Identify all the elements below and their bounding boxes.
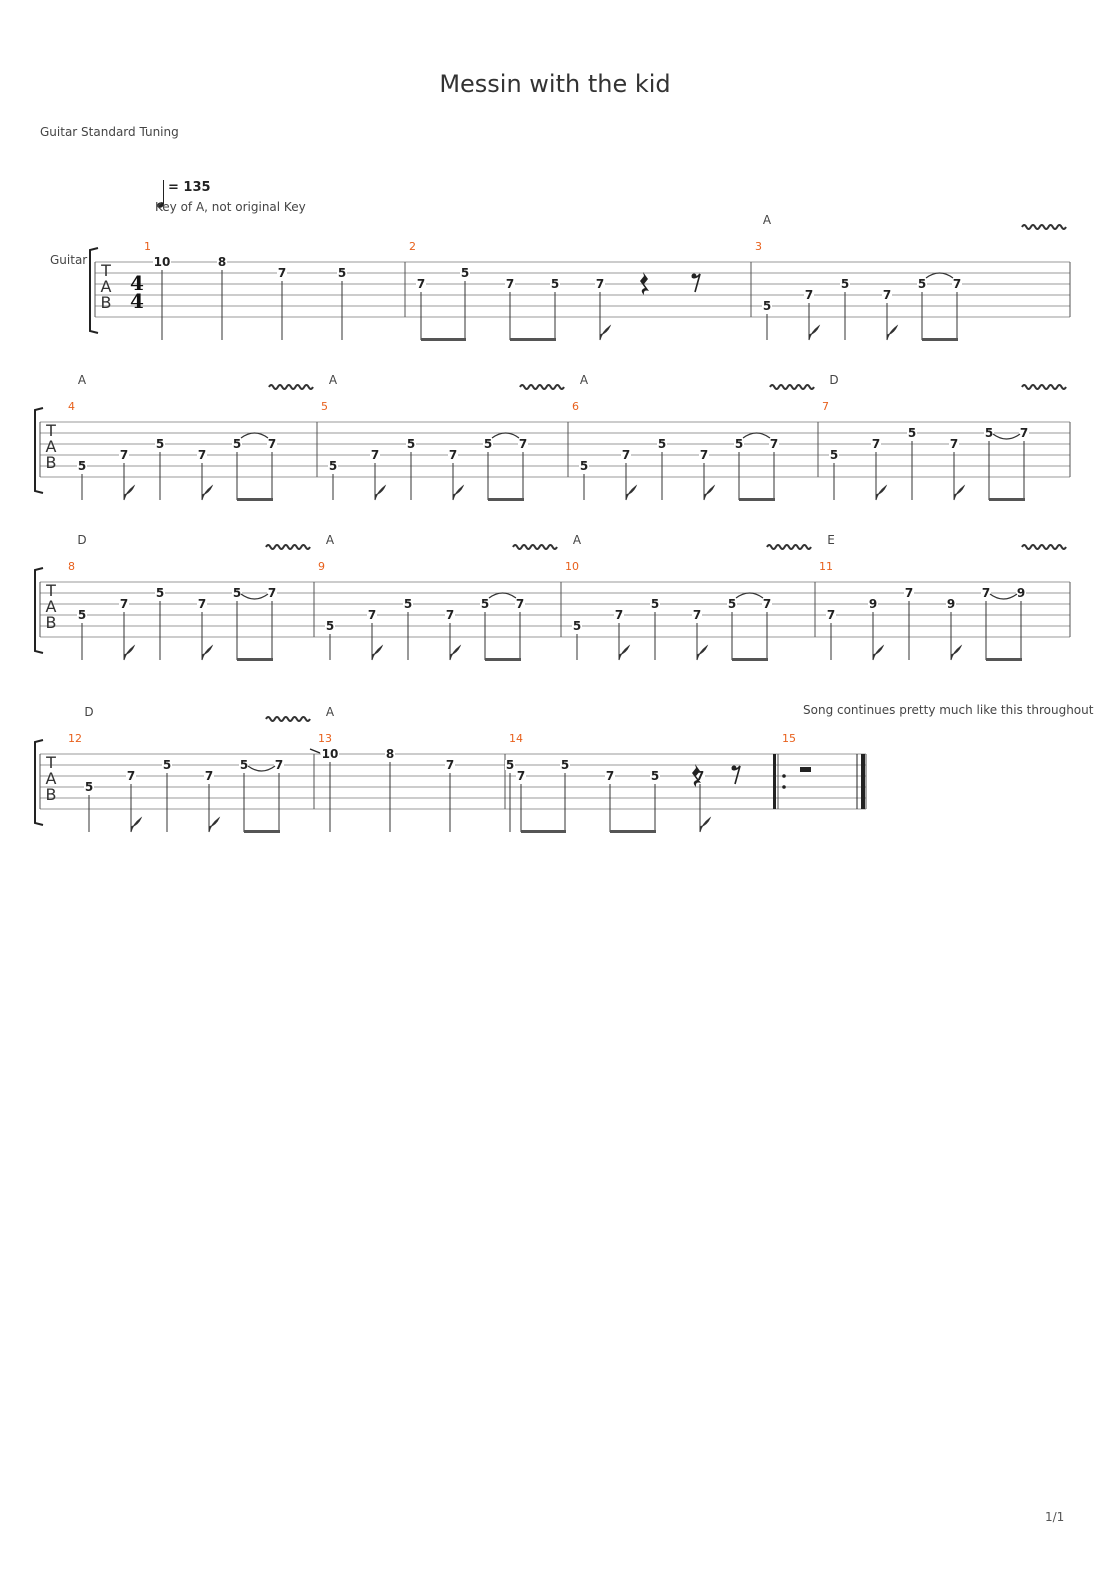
tie-icon [926,273,953,278]
fret-number: 5 [550,277,560,291]
fret-number: 5 [917,277,927,291]
fret-number: 5 [840,277,850,291]
fret-number: 7 [367,608,377,622]
note-flag [887,326,897,340]
note-flag [202,646,212,660]
fret-number: 7 [197,448,207,462]
tie-icon [743,433,770,438]
fret-number: 7 [518,437,528,451]
note-flag [124,646,134,660]
chord-name: A [325,705,335,719]
note-beam [989,498,1025,501]
note-flag [131,818,141,832]
measure-number: 2 [409,240,416,253]
chord-name: A [325,533,335,547]
note-beam [485,658,521,661]
fret-number: 5 [572,619,582,633]
fret-number: 7 [804,288,814,302]
chord-name: D [84,705,94,719]
measure-number: 6 [572,400,579,413]
note-flag [704,486,714,500]
measure-number: 7 [822,400,829,413]
fret-number: 7 [515,597,525,611]
fret-number: 5 [232,586,242,600]
song-title: Messin with the kid [439,70,671,98]
chord-name: E [827,533,835,547]
vibrato-icon [770,385,814,389]
note-flag [954,486,964,500]
measure-number: 9 [318,560,325,573]
time-signature-bottom: 4 [130,289,144,313]
repeat-dot [782,785,786,789]
tab-clef-letter: A [45,437,57,456]
fret-number: 7 [952,277,962,291]
fret-number: 9 [868,597,878,611]
fret-number: 7 [762,597,772,611]
tab-clef-letter: A [45,597,57,616]
fret-number: 5 [77,459,87,473]
tab-clef-letter: B [100,293,112,312]
measure-number: 4 [68,400,75,413]
measure-number: 3 [755,240,762,253]
tie-icon [241,594,268,599]
note-flag [809,326,819,340]
tab-clef-letter: A [45,769,57,788]
fret-number: 7 [119,597,129,611]
measure-number: 12 [68,732,82,745]
whole-rest-icon [800,767,811,772]
fret-number: 5 [325,619,335,633]
time-signature-top: 4 [130,271,144,295]
chord-name: D [829,373,839,387]
tie-icon [248,766,275,771]
measure-number: 10 [565,560,579,573]
note-flag [453,486,463,500]
fret-number: 10 [153,255,171,269]
tab-clef-letter: T [46,421,56,440]
chord-name: A [579,373,589,387]
system-bracket [90,248,98,333]
measure-number: 8 [68,560,75,573]
tab-clef-letter: B [45,785,57,804]
fret-number: 7 [445,608,455,622]
fret-number: 7 [605,769,615,783]
fret-number: 5 [328,459,338,473]
fret-number: 9 [1016,586,1026,600]
tempo-marking: = 135 [168,180,211,195]
fret-number: 7 [274,758,284,772]
note-flag [951,646,961,660]
vibrato-icon [1022,385,1066,389]
repeat-start-thick [773,754,776,809]
note-flag [619,646,629,660]
note-flag [700,818,710,832]
tie-icon [241,433,268,438]
fret-number: 5 [650,597,660,611]
tab-clef-letter: B [45,453,57,472]
note-flag [600,326,610,340]
eighth-rest-icon [692,274,700,292]
fret-number: 7 [370,448,380,462]
vibrato-icon [520,385,564,389]
chord-name: A [762,213,772,227]
tuning-label: Guitar Standard Tuning [40,125,179,139]
measure-number: 13 [318,732,332,745]
fret-number: 5 [155,586,165,600]
note-beam [521,830,566,833]
fret-number: 5 [505,758,515,772]
vibrato-icon [1022,545,1066,549]
tie-icon [492,433,519,438]
vibrato-icon [767,545,811,549]
fret-number: 8 [217,255,227,269]
system-bracket [35,740,43,825]
tab-clef-letter: T [101,261,111,280]
tab-clef-letter: A [100,277,112,296]
fret-number: 7 [699,448,709,462]
fret-number: 5 [403,597,413,611]
tie-icon [489,593,516,598]
note-beam [421,338,466,341]
fret-number: 7 [692,608,702,622]
fret-number: 5 [657,437,667,451]
fret-number: 5 [480,597,490,611]
fret-number: 7 [882,288,892,302]
note-flag [375,486,385,500]
fret-number: 7 [621,448,631,462]
note-flag [124,486,134,500]
fret-number: 5 [579,459,589,473]
measure-number: 14 [509,732,523,745]
fret-number: 7 [126,769,136,783]
fret-number: 8 [385,747,395,761]
fret-number: 7 [871,437,881,451]
chord-name: A [77,373,87,387]
measure-number: 15 [782,732,796,745]
note-beam [244,830,280,833]
note-beam [986,658,1022,661]
note-beam [237,658,273,661]
end-note: Song continues pretty much like this throughout [803,703,1094,717]
fret-number: 5 [762,299,772,313]
fret-number: 7 [267,586,277,600]
fret-number: 7 [119,448,129,462]
fret-number: 5 [829,448,839,462]
fret-number: 7 [614,608,624,622]
fret-number: 7 [267,437,277,451]
note-beam [510,338,556,341]
fret-number: 7 [448,448,458,462]
measure-number: 1 [144,240,151,253]
fret-number: 9 [946,597,956,611]
note-beam [488,498,524,501]
fret-number: 5 [560,758,570,772]
fret-number: 7 [505,277,515,291]
fret-number: 7 [204,769,214,783]
note-flag [450,646,460,660]
fret-number: 7 [904,586,914,600]
measure-number: 5 [321,400,328,413]
fret-number: 5 [650,769,660,783]
fret-number: 5 [162,758,172,772]
tie-icon [993,434,1020,439]
note-flag [202,486,212,500]
fret-number: 7 [1019,426,1029,440]
chord-name: A [572,533,582,547]
fret-number: 7 [769,437,779,451]
repeat-dot [782,774,786,778]
chord-name: A [328,373,338,387]
measure-number: 11 [819,560,833,573]
note-flag [873,646,883,660]
fret-number: 5 [406,437,416,451]
tie-icon [736,593,763,598]
fret-number: 5 [77,608,87,622]
page-number: 1/1 [1045,1510,1065,1524]
note-beam [610,830,656,833]
note-beam [739,498,775,501]
slide-icon [310,749,320,753]
fret-number: 10 [321,747,339,761]
fret-number: 7 [981,586,991,600]
final-barline-thick [861,754,865,809]
fret-number: 7 [416,277,426,291]
fret-number: 5 [460,266,470,280]
eighth-rest-icon [732,766,740,784]
vibrato-icon [266,717,310,721]
tab-clef-letter: B [45,613,57,632]
note-flag [209,818,219,832]
note-flag [876,486,886,500]
instrument-label: Guitar [50,253,88,267]
tie-icon [990,594,1017,599]
system-bracket [35,408,43,493]
note-flag [697,646,707,660]
note-flag [372,646,382,660]
tab-clef-letter: T [46,581,56,600]
fret-number: 5 [727,597,737,611]
tab-clef-letter: T [46,753,56,772]
fret-number: 7 [516,769,526,783]
fret-number: 7 [445,758,455,772]
vibrato-icon [513,545,557,549]
vibrato-icon [266,545,310,549]
chord-name: D [77,533,87,547]
fret-number: 5 [155,437,165,451]
note-flag [626,486,636,500]
fret-number: 7 [949,437,959,451]
fret-number: 5 [734,437,744,451]
fret-number: 7 [695,769,705,783]
system-bracket [35,568,43,653]
fret-number: 5 [232,437,242,451]
fret-number: 7 [197,597,207,611]
fret-number: 7 [826,608,836,622]
fret-number: 7 [277,266,287,280]
vibrato-icon [269,385,313,389]
fret-number: 5 [984,426,994,440]
note-beam [237,498,273,501]
fret-number: 5 [907,426,917,440]
fret-number: 5 [337,266,347,280]
note-beam [732,658,768,661]
key-note: Key of A, not original Key [155,200,306,214]
fret-number: 7 [595,277,605,291]
note-beam [922,338,958,341]
fret-number: 5 [84,780,94,794]
fret-number: 5 [483,437,493,451]
fret-number: 5 [239,758,249,772]
vibrato-icon [1022,225,1066,229]
